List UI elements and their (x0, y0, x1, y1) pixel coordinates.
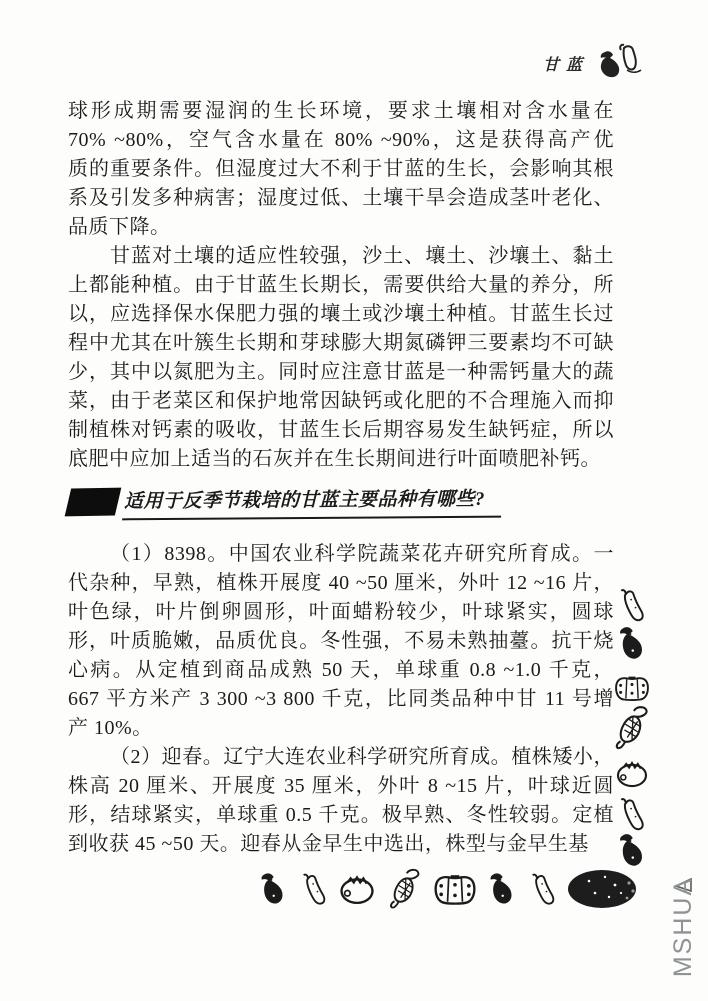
body-line: 形，结球紧实，单球重 0.5 千克。极早熟、冬性较弱。定植 (68, 804, 614, 826)
cucumber-icon (616, 794, 648, 834)
body-line: 品质下降。 (68, 216, 171, 238)
cabbage-icon (613, 704, 651, 752)
body-line: （1）8398。中国农业科学院蔬菜花卉研究所育成。一 (110, 543, 614, 565)
cucumber-icon (616, 586, 648, 624)
cabbage-icon (381, 868, 429, 910)
dark-oval-icon (565, 867, 641, 911)
body-line: 形，叶质脆嫩，品质优良。冬性强，不易未熟抽薹。抗干烧 (68, 630, 614, 652)
body-line: （2）迎春。辽宁大连农业科学研究所育成。植株矮小， (110, 746, 614, 768)
body-line: 代杂种，早熟，植株开展度 40 ~50 厘米，外叶 12 ~16 片， (68, 572, 614, 594)
pumpkin-icon (612, 674, 652, 702)
body-line: 株高 20 厘米、开展度 35 厘米，外叶 8 ~15 片，叶球近圆 (68, 775, 614, 797)
cucumber-icon (295, 871, 333, 907)
tomato-icon (613, 759, 651, 788)
page-body (68, 97, 614, 859)
body-line: 心病。从定植到商品成熟 50 天，单球重 0.8 ~1.0 千克， (68, 659, 614, 681)
body-line: 菜，由于老菜区和保护地常因缺钙或化肥的不合理施入而抑 (68, 390, 614, 412)
heading-marker-block (65, 488, 122, 517)
body-line: 制植株对钙素的吸收，甘蓝生长后期容易发生缺钙症，所以 (68, 419, 614, 441)
pumpkin-icon (432, 872, 478, 906)
section-heading-text: 适用于反季节栽培的甘蓝主要品种有哪些? (122, 484, 501, 521)
eggplant-cucumber-pair-icon (591, 40, 649, 88)
paragraph (68, 242, 614, 474)
body-line: 程中尤其在叶簇生长期和芽球膨大期氮磷钾三要素均不可缺 (68, 332, 614, 354)
body-line: 以，应选择保水保肥力强的壤土或沙壤土种植。甘蓝生长过 (68, 303, 614, 325)
paragraph (68, 540, 614, 743)
paragraph (68, 97, 614, 242)
body-line: 70% ~80%，空气含水量在 80% ~90%，这是获得高产优 (68, 129, 614, 151)
body-line: 少，其中以氮肥为主。同时应注意甘蓝是一种需钙量大的蔬 (68, 361, 614, 383)
body-line: 产 10%。 (68, 717, 153, 739)
eggplant-icon (252, 872, 292, 906)
body-line: 底肥中应加上适当的石灰并在生长期间进行叶面喷肥补钙。 (68, 448, 601, 470)
body-line: 叶色绿，叶片倒卵圆形，叶面蜡粉较少，叶球紧实，圆球 (68, 601, 614, 623)
running-head-title: 甘蓝 (543, 57, 590, 74)
watermark-text: MSHUA (669, 876, 697, 978)
body-line: 甘蓝对土壤的适应性较强，沙土、壤土、沙壤土、黏土 (110, 245, 614, 267)
body-line: 质的重要条件。但湿度过大不利于甘蓝的生长，会影响其根 (68, 158, 614, 180)
body-line: 系及引发多种病害；湿度过低、土壤干旱会造成茎叶老化、 (68, 187, 614, 209)
section-heading (68, 485, 614, 533)
body-line: 到收获 45 ~50 天。迎春从金早生中选出，株型与金早生基 (68, 833, 589, 855)
paragraph (68, 743, 614, 859)
body-line: 球形成期需要湿润的生长环境，要求土壤相对含水量在 (68, 100, 614, 122)
tomato-icon (336, 873, 378, 905)
body-line: 667 平方米产 3 300 ~3 800 千克，比同类品种中甘 11 号增 (68, 688, 614, 710)
eggplant-icon (481, 872, 521, 906)
footer-icon-row (252, 866, 641, 912)
cucumber-icon (524, 871, 562, 907)
body-line: 上都能种植。由于甘蓝生长期长，需要供给大量的养分，所 (68, 274, 614, 296)
eggplant-icon (615, 625, 647, 662)
eggplant-icon (615, 832, 647, 869)
